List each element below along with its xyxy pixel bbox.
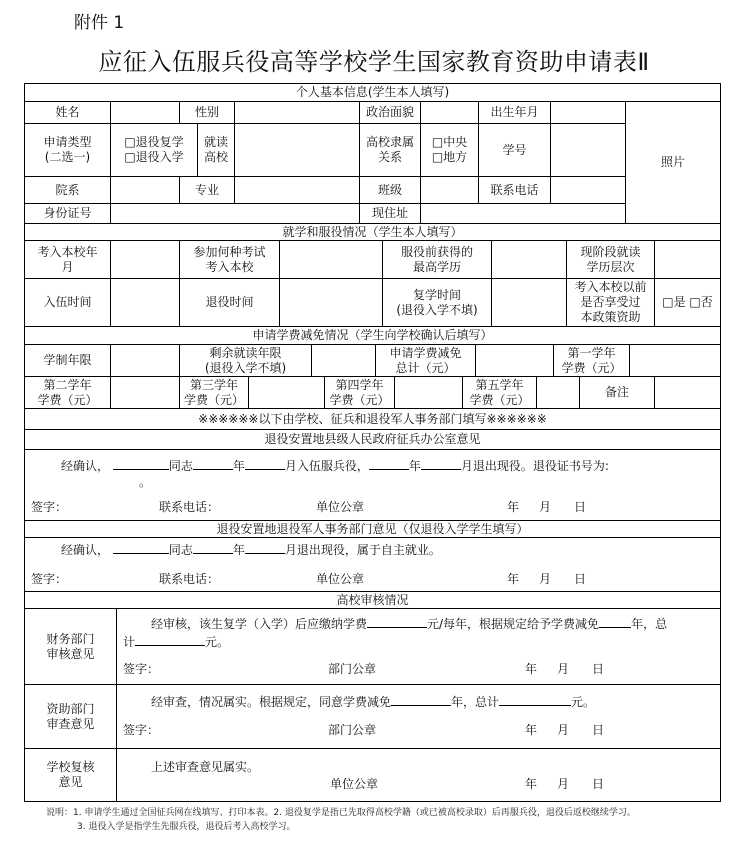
label-year3-fee: 第三学年 学费（元） [180, 377, 249, 409]
field-gender[interactable] [235, 102, 360, 124]
recruit-phone-label: 联系电话： [159, 500, 220, 514]
label-remaining-years: 剩余就读年限 (退役入学不填) [180, 345, 312, 377]
label-id-no: 身份证号 [25, 204, 111, 224]
label-school-final-review: 学校复核 意见 [25, 749, 117, 801]
label-highest-edu: 服役前获得的 最高学历 [383, 241, 492, 279]
apply-type-options [111, 124, 198, 177]
label-address: 现住址 [360, 204, 421, 224]
affiliation-options [421, 124, 479, 177]
finance-day-label: 日 [592, 662, 605, 676]
label-school: 就读 高校 [198, 124, 235, 177]
label-exam-type: 参加何种考试 考入本校 [180, 241, 280, 279]
note-line-2: 3. 退役入学是指学生先服兵役，退役后考入高校学习。 [77, 822, 296, 832]
veterans-phone-label: 联系电话： [159, 572, 220, 586]
blank-reduction-total[interactable] [135, 633, 205, 646]
label-year2-fee: 第二学年 学费（元） [25, 377, 111, 409]
label-finance-review: 财务部门 审核意见 [25, 609, 117, 685]
blank-comrade-name[interactable] [113, 457, 169, 470]
section-study-header: 就学和服役情况（学生本人填写） [25, 224, 720, 241]
label-prior-aid: 考入本校以前 是否享受过 本政策资助 [567, 279, 655, 327]
checkbox-central[interactable]: □中央 [431, 135, 468, 149]
label-year1-fee: 第一学年 学费（元） [554, 345, 630, 377]
field-enlist-date[interactable] [111, 279, 180, 327]
blank-reduction-years[interactable] [599, 615, 631, 628]
blank-veteran-name[interactable] [113, 541, 169, 554]
recruit-sign-label: 签字： [31, 500, 68, 514]
recruit-office-opinion [25, 450, 720, 521]
recruit-year-label: 年 [507, 500, 520, 514]
label-affiliation: 高校隶属 关系 [360, 124, 421, 177]
blank-discharge-year[interactable] [369, 457, 409, 470]
aid-sign-label: 签字： [123, 723, 160, 737]
aid-year-label: 年 [525, 723, 538, 737]
finance-dept-seal-label: 部门公章 [328, 662, 377, 676]
school-review-text: 上述审查意见属实。 [151, 760, 260, 774]
field-remark[interactable] [655, 377, 720, 409]
label-apply-type: 申请类型 (二选一) [25, 124, 111, 177]
finance-review-line1: 经审核，该生复学（入学）后应缴纳学费 元/每年，根据规定给予学费减免 年，总 [151, 617, 668, 631]
aid-review-opinion [117, 685, 720, 749]
notes [46, 806, 636, 834]
blank-enlist-month[interactable] [245, 457, 285, 470]
finance-year-label: 年 [525, 662, 538, 676]
field-year3-fee[interactable] [249, 377, 325, 409]
label-total-reduction: 申请学费减免 总计（元） [376, 345, 476, 377]
label-major: 专业 [180, 177, 235, 204]
section-recruit-office-header: 退役安置地县级人民政府征兵办公室意见 [25, 430, 720, 450]
label-department: 院系 [25, 177, 111, 204]
section-tuition-header: 申请学费减免情况（学生向学校确认后填写） [25, 327, 720, 345]
photo-box[interactable]: 照片 [626, 102, 720, 224]
field-birth[interactable] [551, 102, 626, 124]
field-year5-fee[interactable] [537, 377, 580, 409]
blank-aid-years[interactable] [391, 693, 451, 706]
finance-month-label: 月 [557, 662, 570, 676]
field-id-no[interactable] [111, 204, 360, 224]
aid-review-line1: 经审查，情况属实。根据规定，同意学费减免 年，总计 元。 [151, 695, 596, 709]
aid-month-label: 月 [557, 723, 570, 737]
recruit-confirm-sentence: 经确认， 同志 年 月入伍服兵役， 年 月退出现役。退役证书号为: [61, 459, 609, 473]
field-phone[interactable] [551, 177, 626, 204]
field-resume-date[interactable] [492, 279, 567, 327]
field-student-no[interactable] [551, 124, 626, 177]
section-veterans-header: 退役安置地退役军人事务部门意见（仅退役入学学生填写） [25, 521, 720, 538]
veterans-confirm-sentence: 经确认， 同志 年 月退出现役，属于自主就业。 [61, 543, 441, 557]
form-title: 应征入伍服兵役高等学校学生国家教育资助申请表Ⅱ [98, 48, 650, 76]
note-line-1: 说明：1. 申请学生通过全国征兵网在线填写、打印本表。2. 退役复学是指已先取得高校学籍（或已被高校录取）后再服兵役，退役后返校继续学习。 [46, 808, 636, 818]
label-birth: 出生年月 [479, 102, 551, 124]
veterans-dept-opinion [25, 538, 720, 592]
school-year-label: 年 [525, 777, 538, 791]
field-remaining-years[interactable] [312, 345, 376, 377]
blank-veteran-month[interactable] [245, 541, 285, 554]
field-year4-fee[interactable] [395, 377, 463, 409]
recruit-seal-label: 单位公章 [316, 500, 365, 514]
label-aid-review: 资助部门 审查意见 [25, 685, 117, 749]
label-phone: 联系电话 [479, 177, 551, 204]
label-discharge-date: 退役时间 [180, 279, 280, 327]
field-current-level[interactable] [655, 241, 720, 279]
field-year2-fee[interactable] [111, 377, 180, 409]
field-name[interactable] [111, 102, 180, 124]
label-name: 姓名 [25, 102, 111, 124]
field-duration[interactable] [111, 345, 180, 377]
field-department[interactable] [111, 177, 180, 204]
field-discharge-date[interactable] [280, 279, 383, 327]
prior-aid-yes-no-checkboxes[interactable]: □是 □否 [655, 279, 720, 327]
checkbox-enroll-after-service[interactable]: □退役入学 [124, 150, 184, 164]
field-total-reduction[interactable] [476, 345, 554, 377]
school-unit-seal-label: 单位公章 [330, 777, 379, 791]
checkbox-local[interactable]: □地方 [431, 150, 468, 164]
field-enroll-date[interactable] [111, 241, 180, 279]
veterans-day-label: 日 [574, 572, 587, 586]
finance-review-line2: 计 元。 [123, 635, 230, 649]
label-enlist-date: 入伍时间 [25, 279, 111, 327]
finance-review-opinion [117, 609, 720, 685]
label-enroll-date: 考入本校年 月 [25, 241, 111, 279]
field-address[interactable] [421, 204, 626, 224]
aid-dept-seal-label: 部门公章 [328, 723, 377, 737]
checkbox-resume-study[interactable]: □退役复学 [124, 135, 184, 149]
official-section-divider: ※※※※※※以下由学校、征兵和退役军人事务部门填写※※※※※※ [25, 409, 720, 430]
veterans-year-label: 年 [507, 572, 520, 586]
school-final-review-opinion [117, 749, 720, 801]
application-form [24, 83, 721, 802]
section-personal-header: 个人基本信息(学生本人填写) [25, 84, 720, 102]
label-resume-date: 复学时间 (退役入学不填) [383, 279, 492, 327]
finance-sign-label: 签字： [123, 662, 160, 676]
label-year5-fee: 第五学年 学费（元） [463, 377, 537, 409]
blank-annual-fee[interactable] [367, 615, 427, 628]
section-school-review-header: 高校审核情况 [25, 592, 720, 609]
aid-day-label: 日 [592, 723, 605, 737]
field-year1-fee[interactable] [630, 345, 720, 377]
field-school[interactable] [235, 124, 360, 177]
label-class: 班级 [360, 177, 421, 204]
school-month-label: 月 [557, 777, 570, 791]
field-exam-type[interactable] [280, 241, 383, 279]
blank-veteran-year[interactable] [193, 541, 233, 554]
veterans-sign-label: 签字： [31, 572, 68, 586]
blank-enlist-year[interactable] [193, 457, 233, 470]
label-current-level: 现阶段就读 学历层次 [567, 241, 655, 279]
blank-aid-total[interactable] [499, 693, 571, 706]
recruit-day-label: 日 [574, 500, 587, 514]
recruit-certificate-end: 。 [139, 475, 152, 489]
field-class[interactable] [421, 177, 479, 204]
label-gender: 性别 [180, 102, 235, 124]
label-political: 政治面貌 [360, 102, 421, 124]
label-remark: 备注 [580, 377, 655, 409]
school-day-label: 日 [592, 777, 605, 791]
field-highest-edu[interactable] [492, 241, 567, 279]
label-duration: 学制年限 [25, 345, 111, 377]
label-student-no: 学号 [479, 124, 551, 177]
label-year4-fee: 第四学年 学费（元） [325, 377, 395, 409]
veterans-month-label: 月 [539, 572, 552, 586]
blank-discharge-month[interactable] [421, 457, 461, 470]
veterans-seal-label: 单位公章 [316, 572, 365, 586]
field-political[interactable] [421, 102, 479, 124]
recruit-month-label: 月 [539, 500, 552, 514]
attachment-label: 附件 1 [74, 13, 125, 33]
field-major[interactable] [235, 177, 360, 204]
